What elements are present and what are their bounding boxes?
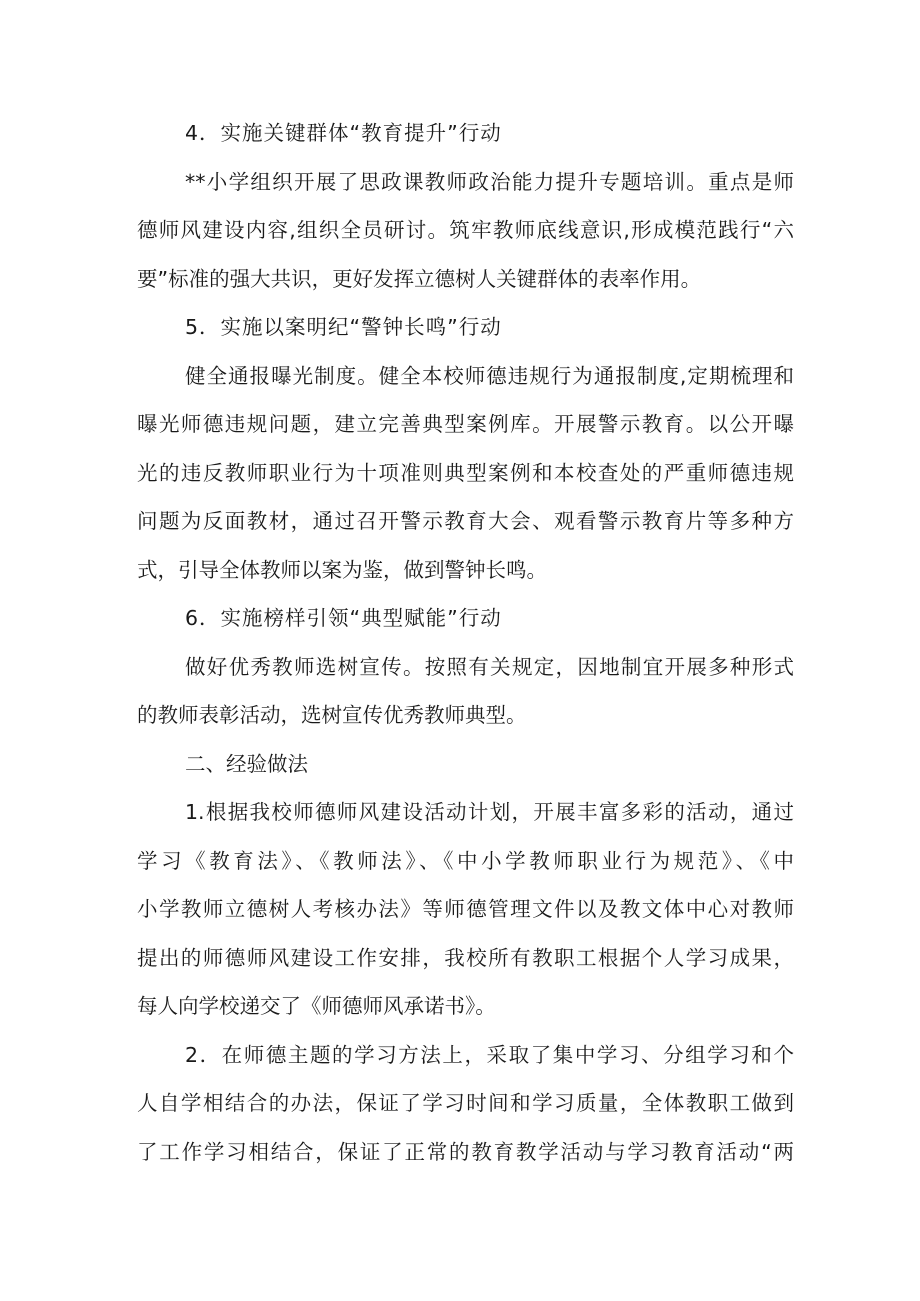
paragraph-line: 光的违反教师职业行为十项准则典型案例和本校查处的严重师德违规	[137, 460, 794, 485]
paragraph-line: 健全通报曝光制度。健全本校师德违规行为通报制度,定期梳理和	[185, 363, 794, 388]
paragraph-line: 小学教师立德树人考核办法》等师德管理文件以及教文体中心对教师	[137, 897, 794, 921]
paragraph-line: 每人向学校递交了《师德师风承诺书》。	[137, 994, 496, 1018]
paragraph-line: 要”标准的强大共识，更好发挥立德树人关键群体的表率作用。	[137, 266, 702, 291]
section-heading-6: 6．实施榜样引领“典型赋能”行动	[185, 606, 502, 630]
paragraph-line: 了工作学习相结合，保证了正常的教育教学活动与学习教育活动“两	[137, 1139, 794, 1164]
paragraph-line: **小学组织开展了思政课教师政治能力提升专题培训。重点是师	[185, 169, 794, 194]
paragraph-line: 曝光师德违规问题，建立完善典型案例库。开展警示教育。以公开曝	[137, 412, 794, 436]
document-body	[137, 109, 794, 1176]
paragraph-line: 式，引导全体教师以案为鉴，做到警钟长鸣。	[137, 557, 547, 582]
paragraph-line: 的教师表彰活动，选树宣传优秀教师典型。	[137, 703, 527, 727]
paragraph-line: 1.根据我校师德师风建设活动计划，开展丰富多彩的活动，通过	[185, 800, 794, 824]
paragraph-line: 德师风建设内容,组织全员研讨。筑牢教师底线意识,形成模范践行“六	[137, 218, 794, 242]
paragraph-line: 问题为反面教材，通过召开警示教育大会、观看警示教育片等多种方	[137, 509, 794, 533]
section-heading-5: 5．实施以案明纪“警钟长鸣”行动	[185, 315, 502, 339]
section-title-experience: 二、经验做法	[185, 751, 308, 776]
paragraph-line: 提出的师德师风建设工作安排，我校所有教职工根据个人学习成果，	[137, 945, 794, 970]
paragraph-line: 人自学相结合的办法，保证了学习时间和学习质量，全体教职工做到	[137, 1091, 794, 1115]
section-heading-4: 4．实施关键群体“教育提升”行动	[185, 121, 502, 145]
paragraph-line: 2．在师德主题的学习方法上，采取了集中学习、分组学习和个	[185, 1042, 794, 1067]
paragraph-line: 做好优秀教师选树宣传。按照有关规定，因地制宜开展多种形式	[185, 654, 794, 679]
paragraph-line: 学习《教育法》、《教师法》、《中小学教师职业行为规范》、《中	[137, 848, 794, 873]
